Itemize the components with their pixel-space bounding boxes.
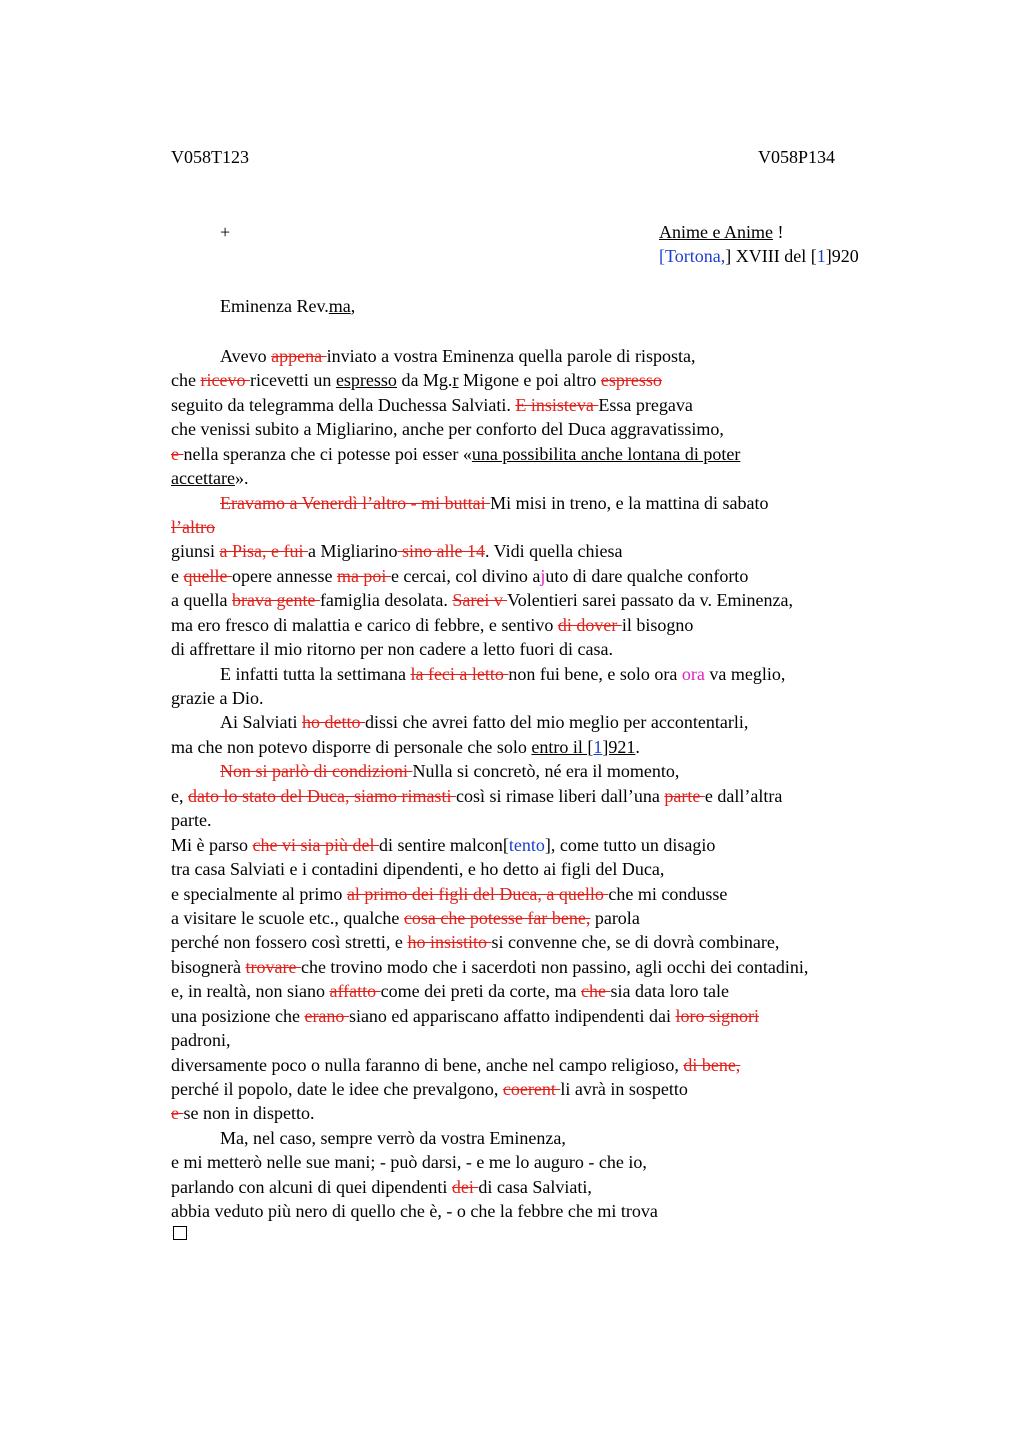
deleted-text: affatto: [329, 981, 381, 1001]
header-left-code: V058T123: [171, 147, 249, 167]
text-segment: Migone e poi altro: [458, 370, 601, 390]
text-line: [171, 564, 748, 588]
uncertain-letter: j: [540, 566, 546, 586]
text-segment: una posizione che: [171, 1006, 305, 1026]
text-segment: sia data loro tale: [610, 981, 729, 1001]
text-segment: va meglio,: [704, 664, 786, 684]
deleted-text: al primo dei figli del Duca, a quello: [346, 884, 609, 904]
text-segment: Nulla si concretò, né era il momento,: [412, 761, 680, 781]
text-segment: tra casa Salviati e i contadini dipendenti, e ho detto ai figli del Duca,: [171, 859, 665, 879]
text-segment: così si rimase liberi dall’una: [455, 786, 665, 806]
text-segment: grazie a Dio.: [171, 688, 264, 708]
text-segment: che trovino modo che i sacerdoti non passino, agli occhi dei contadini,: [300, 957, 809, 977]
text-line: [171, 979, 729, 1003]
deleted-text: e: [171, 1103, 184, 1123]
salutation-sup: ma: [328, 296, 351, 316]
text-line: [171, 466, 248, 490]
text-segment: a quella: [171, 590, 232, 610]
text-segment: ], come tutto un disagio: [544, 835, 716, 855]
title-text: Anime e Anime: [659, 222, 773, 242]
text-segment: parte.: [171, 810, 212, 830]
text-segment: Volentieri sarei passato da v. Eminenza,: [507, 590, 793, 610]
underlined-text: una possibilita anche lontana di poter: [471, 444, 741, 464]
text-line: [171, 637, 613, 661]
text-segment: non fui bene, e solo ora: [508, 664, 682, 684]
text-line: [171, 613, 693, 637]
text-line: [171, 906, 640, 930]
text-segment: seguito da telegramma della Duchessa Salviati.: [171, 395, 516, 415]
text-segment: abbia veduto più nero di quello che è, - o che la febbre che mi trova: [171, 1201, 658, 1221]
text-line: [220, 491, 769, 515]
deleted-text: la feci a letto: [410, 664, 509, 684]
text-segment: ma che non potevo disporre di personale che solo: [171, 737, 532, 757]
text-line: [171, 784, 782, 808]
dateline-digit: 1: [816, 246, 826, 266]
text-line: [220, 1126, 566, 1150]
salutation: [220, 296, 355, 317]
text-segment: se non in dispetto.: [183, 1103, 315, 1123]
underlined-text: ]921: [602, 737, 636, 757]
text-line: [171, 1053, 740, 1077]
text-line: [171, 368, 662, 392]
deleted-text: ricevo: [200, 370, 250, 390]
deleted-text: quelle: [183, 566, 232, 586]
deleted-text: che vi sia più del: [252, 835, 379, 855]
text-segment: li avrà in sospetto: [560, 1079, 688, 1099]
text-segment: ».: [234, 468, 249, 488]
salutation-pre: Eminenza Rev.: [220, 296, 329, 316]
text-segment: e dall’altra: [704, 786, 783, 806]
text-segment: diversamente poco o nulla faranno di bene, anche nel campo religioso,: [171, 1055, 684, 1075]
text-line: [171, 955, 808, 979]
deleted-text: ma poi: [336, 566, 391, 586]
underlined-text: entro il [: [531, 737, 594, 757]
text-segment: uto di dare qualche conforto: [545, 566, 749, 586]
underlined-text: accettare: [171, 468, 235, 488]
text-segment: .: [635, 737, 640, 757]
text-line: [171, 588, 793, 612]
text-segment: a Migliarino: [308, 541, 398, 561]
text-line: [220, 662, 785, 686]
text-line: [220, 759, 679, 783]
editorial-digit: 1: [593, 737, 603, 757]
text-line: [171, 539, 623, 563]
text-line: [171, 686, 263, 710]
uncertain-word: ora: [681, 664, 705, 684]
text-segment: e, in realtà, non siano: [171, 981, 330, 1001]
text-line: [171, 1175, 592, 1199]
text-segment: famiglia desolata.: [319, 590, 453, 610]
text-line: [171, 1077, 688, 1101]
text-line: [171, 930, 779, 954]
text-segment: Ai Salviati: [220, 712, 302, 732]
text-line: [171, 882, 727, 906]
deleted-text: sino alle 14: [397, 541, 485, 561]
text-segment: da Mg.: [396, 370, 453, 390]
text-line: [171, 417, 724, 441]
underlined-text: r: [452, 370, 459, 390]
text-segment: inviato a vostra Eminenza quella parole di risposta,: [326, 346, 696, 366]
text-segment: dissi che avrei fatto del mio meglio per accontentarli,: [365, 712, 749, 732]
text-segment: che: [171, 370, 201, 390]
dateline-b2: ] XVIII del [: [725, 246, 817, 266]
text-line: [171, 808, 211, 832]
text-segment: nella speranza che ci potesse poi esser «: [183, 444, 472, 464]
dateline-place: Tortona,: [665, 246, 726, 266]
text-segment: bisognerà: [171, 957, 246, 977]
dateline-b1: [: [659, 246, 665, 266]
deleted-text: a Pisa, e fui: [219, 541, 308, 561]
text-line: [171, 857, 664, 881]
text-segment: di affrettare il mio ritorno per non cadere a letto fuori di casa.: [171, 639, 613, 659]
text-segment: Ma, nel caso, sempre verrò da vostra Eminenza,: [220, 1128, 566, 1148]
text-segment: Avevo: [220, 346, 272, 366]
text-segment: perché il popolo, date le idee che prevalgono,: [171, 1079, 503, 1099]
text-segment: siano ed appariscano affatto indipendenti dai: [348, 1006, 676, 1026]
deleted-text: ho detto: [302, 712, 365, 732]
deleted-text: e: [171, 444, 184, 464]
title-excl: !: [772, 222, 784, 242]
text-line: [171, 515, 215, 539]
deleted-text: erano: [304, 1006, 349, 1026]
deleted-text: che: [581, 981, 611, 1001]
text-segment: opere annesse: [231, 566, 337, 586]
deleted-text: cosa che potesse far bene,: [403, 908, 591, 928]
text-line: [220, 344, 696, 368]
text-segment: come dei preti da corte, ma: [380, 981, 582, 1001]
dateline-b3: ]920: [825, 246, 859, 266]
deleted-text: Sarei v: [452, 590, 508, 610]
text-segment: padroni,: [171, 1030, 231, 1050]
text-segment: che mi condusse: [608, 884, 728, 904]
text-segment: . Vidi quella chiesa: [484, 541, 623, 561]
header-right-code: V058P134: [758, 147, 836, 167]
text-line: [171, 393, 693, 417]
text-segment: parlando con alcuni di quei dipendenti: [171, 1177, 452, 1197]
dateline: [659, 246, 859, 267]
text-segment: e mi metterò nelle sue mani; - può darsi, - e me lo auguro - che io,: [171, 1152, 647, 1172]
text-segment: e specialmente al primo: [171, 884, 347, 904]
letter-title: [659, 222, 783, 243]
deleted-text: appena: [271, 346, 327, 366]
text-segment: parola: [590, 908, 640, 928]
text-segment: Mi misi in treno, e la mattina di sabato: [490, 493, 769, 513]
cross-mark: +: [220, 222, 231, 242]
text-segment: E infatti tutta la settimana: [220, 664, 411, 684]
text-segment: e: [171, 566, 184, 586]
text-line: [171, 1101, 315, 1125]
deleted-text: di dover: [557, 615, 622, 635]
text-segment: Essa pregava: [598, 395, 693, 415]
text-line: [171, 442, 740, 466]
text-segment: si convenne che, se di dovrà combinare,: [491, 932, 780, 952]
deleted-text: E insisteva: [515, 395, 599, 415]
text-line: [171, 1150, 647, 1174]
text-segment: e,: [171, 786, 188, 806]
text-segment: Mi è parso: [171, 835, 253, 855]
deleted-text: loro signori: [675, 1006, 759, 1026]
deleted-text: espresso: [600, 370, 662, 390]
text-segment: di casa Salviati,: [478, 1177, 592, 1197]
deleted-text: Eravamo a Venerdì l’altro - mi buttai: [220, 493, 491, 513]
deleted-text: coerent: [502, 1079, 561, 1099]
page-end-box-icon: [173, 1226, 187, 1240]
text-segment: il bisogno: [621, 615, 694, 635]
text-segment: perché non fossero così stretti, e: [171, 932, 408, 952]
text-segment: a visitare le scuole etc., qualche: [171, 908, 404, 928]
deleted-text: ho insistito: [407, 932, 492, 952]
text-segment: che venissi subito a Migliarino, anche per conforto del Duca aggravatissimo,: [171, 419, 724, 439]
text-segment: ma ero fresco di malattia e carico di febbre, e sentivo: [171, 615, 558, 635]
text-line: [171, 1004, 759, 1028]
deleted-text: dei: [451, 1177, 479, 1197]
salutation-post: ,: [350, 296, 356, 316]
deleted-text: brava gente: [231, 590, 320, 610]
deleted-text: parte: [664, 786, 705, 806]
text-segment: e cercai, col divino a: [390, 566, 541, 586]
text-line: [220, 710, 748, 734]
underlined-text: espresso: [335, 370, 397, 390]
editorial-insert: tento: [508, 835, 545, 855]
text-segment: ricevetti un: [249, 370, 336, 390]
deleted-text: trovare: [245, 957, 301, 977]
deleted-text: di bene,: [683, 1055, 741, 1075]
text-line: [171, 1028, 230, 1052]
text-segment: di sentire malcon[: [378, 835, 509, 855]
text-line: [171, 833, 715, 857]
deleted-text: Non si parlò di condizioni: [220, 761, 413, 781]
text-segment: giunsi: [171, 541, 220, 561]
text-line: [171, 1199, 658, 1223]
deleted-text: l’altro: [171, 517, 215, 537]
text-line: [171, 735, 640, 759]
deleted-text: dato lo stato del Duca, siamo rimasti: [188, 786, 456, 806]
